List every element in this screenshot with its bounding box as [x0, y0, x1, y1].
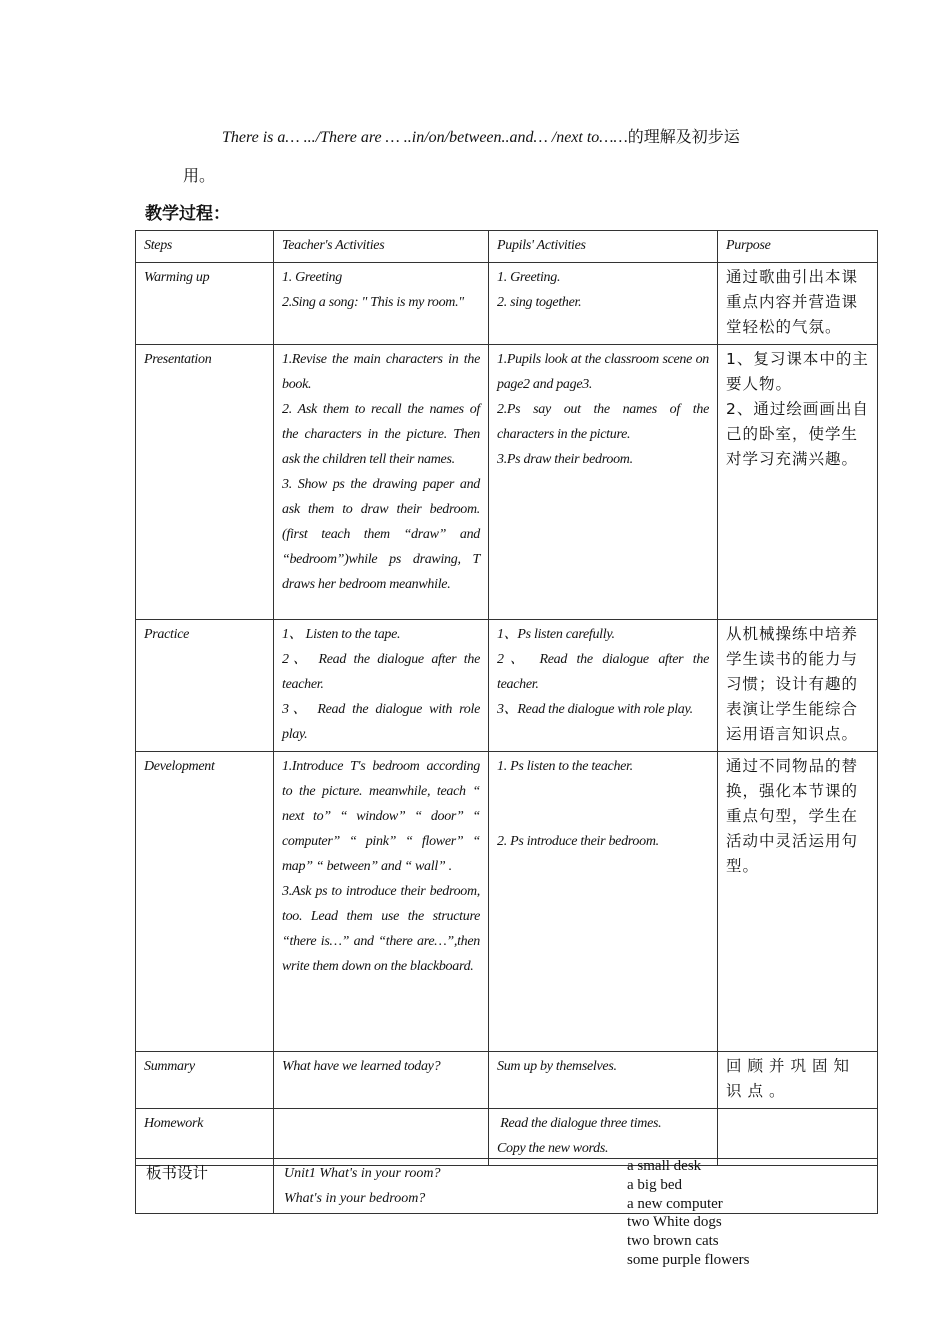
table-row: [136, 752, 878, 1052]
teacher-cell: 1、 Listen to the tape. 2、 Read the dialogue after the teacher. 3、 Read the dialogue with role play.: [274, 620, 489, 752]
section-title: 教学过程：: [145, 204, 230, 224]
teacher-cell: 1. Greeting 2.Sing a song: " This is my room.": [274, 263, 489, 345]
step-cell: Presentation: [136, 345, 274, 620]
header-pupils-activities: Pupils' Activities: [489, 231, 718, 263]
list-item: a new computer: [627, 1195, 723, 1212]
table-row: [136, 263, 878, 345]
table-row: [136, 345, 878, 620]
board-word-list: [627, 1157, 749, 1270]
step-cell: Development: [136, 752, 274, 1052]
intro-text-line2: 用。: [183, 166, 216, 185]
list-item: some purple flowers: [627, 1251, 750, 1268]
purpose-cell: 1、复习课本中的主要人物。 2、通过绘画画出自己的卧室，使学生对学习充满兴趣。: [718, 345, 878, 620]
blackboard-design-table: [135, 1158, 878, 1214]
table-row: [136, 620, 878, 752]
purpose-cell: 回顾并巩固知识点。: [718, 1052, 878, 1109]
board-label: 板书设计: [136, 1159, 274, 1214]
step-cell: Practice: [136, 620, 274, 752]
intro-chinese: 的理解及初步运: [627, 127, 740, 146]
intro-english: There is a… .../There are … ..in/on/between..and… /next to……: [222, 129, 628, 146]
teacher-cell: [274, 1109, 489, 1166]
header-steps: Steps: [136, 231, 274, 263]
purpose-cell: 通过不同物品的替换，强化本节课的重点句型，学生在活动中灵活运用句型。: [718, 752, 878, 1052]
header-purpose: Purpose: [718, 231, 878, 263]
list-item: two White dogs: [627, 1214, 722, 1231]
pupils-cell: 1.Pupils look at the classroom scene on page2 and page3. 2.Ps say out the names of the characters in the picture. 3.Ps draw their bedroom.: [489, 345, 718, 620]
list-item: a small desk: [627, 1158, 702, 1174]
list-item: two brown cats: [627, 1233, 719, 1250]
pupils-cell: 1. Ps listen to the teacher. 2. Ps introduce their bedroom.: [489, 752, 718, 1052]
step-cell: Homework: [136, 1109, 274, 1166]
pupils-cell: Sum up by themselves.: [489, 1052, 718, 1109]
pupils-cell: Read the dialogue three times. Copy the new words.: [489, 1109, 718, 1166]
table-header-row: [136, 231, 878, 263]
teacher-cell: 1.Revise the main characters in the book. 2. Ask them to recall the names of the characters in the picture. Then ask the children tell their names. 3. Show ps the drawing paper and ask them to draw their bedroom.(first teach them “draw” and “bedroom”)while ps drawing, T draws her bedroom meanwhile.: [274, 345, 489, 620]
board-content: Unit1 What's in your room? What's in your bedroom?: [274, 1159, 878, 1214]
purpose-cell: 通过歌曲引出本课重点内容并营造课堂轻松的气氛。: [718, 263, 878, 345]
table-row: [136, 1109, 878, 1166]
table-row: [136, 1052, 878, 1109]
teacher-cell: What have we learned today?: [274, 1052, 489, 1109]
pupils-cell: 1、Ps listen carefully. 2、 Read the dialogue after the teacher. 3、Read the dialogue with role play.: [489, 620, 718, 752]
pupils-cell: 1. Greeting. 2. sing together.: [489, 263, 718, 345]
table-row: [136, 1159, 878, 1214]
step-cell: Warming up: [136, 263, 274, 345]
header-teacher-activities: Teacher's Activities: [274, 231, 489, 263]
intro-text-line1: [222, 124, 740, 147]
purpose-cell: 从机械操练中培养学生读书的能力与习惯；设计有趣的表演让学生能综合运用语言知识点。: [718, 620, 878, 752]
teaching-process-table: [135, 230, 878, 1166]
step-cell: Summary: [136, 1052, 274, 1109]
list-item: a big bed: [627, 1176, 682, 1193]
teacher-cell: 1.Introduce T's bedroom according to the picture. meanwhile, teach “ next to” “ window” “ door” “ computer” “ pink” “ flower” “ map” “ between” and “ wall” . 3.Ask ps to introduce their bedroom, too. Lead them use the structure “there is…” and “there are…”,then write them down on the blackboard.: [274, 752, 489, 1052]
